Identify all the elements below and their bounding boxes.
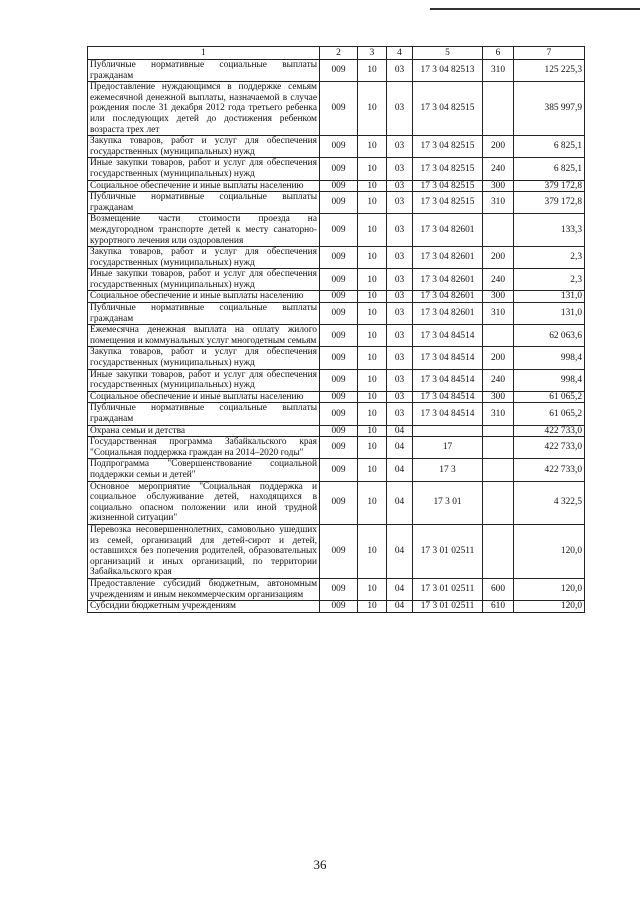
table-row <box>88 291 585 303</box>
row-admin-code-cell: 009 <box>320 158 358 180</box>
table-row <box>88 347 585 369</box>
header-col-3: 3 <box>358 47 387 60</box>
row-name-cell: Перевозка несовершеннолетних, самовольно ушедших из семей, организаций для детей-сирот и детей, оставшихся без попечения родителей, образовательных организаций и иных организаций, по территории Забайкальского края <box>88 524 320 578</box>
row-target-article-cell: 17 3 04 82601 <box>413 291 483 303</box>
row-expense-type-cell: 310 <box>483 403 514 425</box>
row-expense-type-cell: 200 <box>483 136 514 158</box>
row-subsection-cell: 03 <box>387 82 413 136</box>
row-expense-type-cell <box>483 82 514 136</box>
page-number: 36 <box>313 857 327 872</box>
row-amount-cell: 120,0 <box>514 601 585 613</box>
row-target-article-cell: 17 <box>413 437 483 459</box>
row-target-article-cell: 17 3 01 <box>413 481 483 524</box>
row-subsection-cell: 03 <box>387 158 413 180</box>
row-section-cell: 10 <box>358 524 387 578</box>
budget-table <box>87 46 585 613</box>
row-expense-type-cell: 310 <box>483 60 514 82</box>
row-admin-code-cell: 009 <box>320 391 358 403</box>
row-target-article-cell: 17 3 04 84514 <box>413 369 483 391</box>
row-admin-code-cell: 009 <box>320 403 358 425</box>
row-section-cell: 10 <box>358 180 387 192</box>
header-col-1: 1 <box>88 47 320 60</box>
table-row <box>88 481 585 524</box>
row-amount-cell: 422 733,0 <box>514 425 585 437</box>
row-section-cell: 10 <box>358 425 387 437</box>
table-row <box>88 180 585 192</box>
row-subsection-cell: 03 <box>387 180 413 192</box>
row-amount-cell: 4 322,5 <box>514 481 585 524</box>
row-amount-cell: 62 063,6 <box>514 325 585 347</box>
row-admin-code-cell: 009 <box>320 136 358 158</box>
row-amount-cell: 131,0 <box>514 291 585 303</box>
row-section-cell: 10 <box>358 403 387 425</box>
header-col-2: 2 <box>320 47 358 60</box>
row-target-article-cell: 17 3 04 82601 <box>413 303 483 325</box>
row-subsection-cell: 03 <box>387 247 413 269</box>
table-row <box>88 524 585 578</box>
row-amount-cell: 125 225,3 <box>514 60 585 82</box>
row-amount-cell: 422 733,0 <box>514 459 585 481</box>
row-target-article-cell: 17 3 04 82513 <box>413 60 483 82</box>
row-section-cell: 10 <box>358 459 387 481</box>
table-row <box>88 60 585 82</box>
table-row <box>88 578 585 600</box>
row-amount-cell: 2,3 <box>514 269 585 291</box>
row-admin-code-cell: 009 <box>320 578 358 600</box>
row-name-cell: Закупка товаров, работ и услуг для обеспечения государственных (муниципальных) нужд <box>88 136 320 158</box>
row-name-cell: Охрана семьи и детства <box>88 425 320 437</box>
row-subsection-cell: 04 <box>387 459 413 481</box>
row-expense-type-cell: 240 <box>483 158 514 180</box>
row-subsection-cell: 04 <box>387 524 413 578</box>
row-target-article-cell: 17 3 04 82515 <box>413 136 483 158</box>
row-section-cell: 10 <box>358 136 387 158</box>
row-expense-type-cell <box>483 325 514 347</box>
table-row <box>88 214 585 247</box>
row-admin-code-cell: 009 <box>320 325 358 347</box>
row-subsection-cell: 03 <box>387 269 413 291</box>
row-name-cell: Иные закупки товаров, работ и услуг для обеспечения государственных (муниципальных) нужд <box>88 369 320 391</box>
row-expense-type-cell <box>483 425 514 437</box>
row-amount-cell: 998,4 <box>514 347 585 369</box>
row-amount-cell: 120,0 <box>514 578 585 600</box>
row-target-article-cell: 17 3 04 82515 <box>413 180 483 192</box>
table-row <box>88 437 585 459</box>
row-section-cell: 10 <box>358 60 387 82</box>
row-name-cell: Субсидии бюджетным учреждениям <box>88 601 320 613</box>
table-row <box>88 82 585 136</box>
row-subsection-cell: 03 <box>387 303 413 325</box>
row-subsection-cell: 04 <box>387 601 413 613</box>
row-subsection-cell: 04 <box>387 481 413 524</box>
row-section-cell: 10 <box>358 158 387 180</box>
row-target-article-cell: 17 3 04 82515 <box>413 158 483 180</box>
row-target-article-cell: 17 3 04 82515 <box>413 192 483 214</box>
header-col-6: 6 <box>483 47 514 60</box>
row-name-cell: Социальное обеспечение и иные выплаты населению <box>88 291 320 303</box>
row-name-cell: Государственная программа Забайкальского края "Социальная поддержка граждан на 2014–2020 годы" <box>88 437 320 459</box>
row-name-cell: Социальное обеспечение и иные выплаты населению <box>88 180 320 192</box>
row-expense-type-cell: 310 <box>483 303 514 325</box>
table-row <box>88 269 585 291</box>
header-col-5: 5 <box>413 47 483 60</box>
table-row <box>88 403 585 425</box>
row-target-article-cell: 17 3 <box>413 459 483 481</box>
row-name-cell: Закупка товаров, работ и услуг для обеспечения государственных (муниципальных) нужд <box>88 247 320 269</box>
row-section-cell: 10 <box>358 347 387 369</box>
row-amount-cell: 379 172,8 <box>514 180 585 192</box>
row-section-cell: 10 <box>358 82 387 136</box>
row-expense-type-cell <box>483 459 514 481</box>
row-amount-cell: 2,3 <box>514 247 585 269</box>
row-amount-cell: 385 997,9 <box>514 82 585 136</box>
row-admin-code-cell: 009 <box>320 481 358 524</box>
header-col-7: 7 <box>514 47 585 60</box>
row-target-article-cell: 17 3 04 82515 <box>413 82 483 136</box>
row-expense-type-cell: 300 <box>483 391 514 403</box>
row-name-cell: Ежемесячна денежная выплата на оплату жилого помещения и коммунальных услуг многодетным семьям <box>88 325 320 347</box>
row-admin-code-cell: 009 <box>320 82 358 136</box>
row-subsection-cell: 03 <box>387 192 413 214</box>
row-expense-type-cell: 300 <box>483 180 514 192</box>
row-admin-code-cell: 009 <box>320 524 358 578</box>
row-subsection-cell: 03 <box>387 347 413 369</box>
row-subsection-cell: 03 <box>387 325 413 347</box>
row-section-cell: 10 <box>358 601 387 613</box>
header-col-4: 4 <box>387 47 413 60</box>
row-name-cell: Возмещение части стоимости проезда на междугородном транспорте детей к месту санаторно-курортного лечения или оздоровления <box>88 214 320 247</box>
row-target-article-cell: 17 3 01 02511 <box>413 578 483 600</box>
table-row <box>88 369 585 391</box>
table-row <box>88 192 585 214</box>
row-name-cell: Социальное обеспечение и иные выплаты населению <box>88 391 320 403</box>
row-name-cell: Иные закупки товаров, работ и услуг для обеспечения государственных (муниципальных) нужд <box>88 269 320 291</box>
row-amount-cell: 379 172,8 <box>514 192 585 214</box>
row-name-cell: Иные закупки товаров, работ и услуг для обеспечения государственных (муниципальных) нужд <box>88 158 320 180</box>
row-expense-type-cell: 600 <box>483 578 514 600</box>
row-expense-type-cell: 240 <box>483 269 514 291</box>
row-target-article-cell: 17 3 04 84514 <box>413 347 483 369</box>
row-subsection-cell: 03 <box>387 391 413 403</box>
row-subsection-cell: 03 <box>387 291 413 303</box>
table-row <box>88 601 585 613</box>
row-expense-type-cell <box>483 214 514 247</box>
row-expense-type-cell: 240 <box>483 369 514 391</box>
row-target-article-cell <box>413 425 483 437</box>
table-row <box>88 303 585 325</box>
top-border-line <box>430 8 640 10</box>
row-name-cell: Публичные нормативные социальные выплаты гражданам <box>88 60 320 82</box>
row-subsection-cell: 03 <box>387 60 413 82</box>
table-row <box>88 459 585 481</box>
row-expense-type-cell <box>483 481 514 524</box>
row-target-article-cell: 17 3 04 84514 <box>413 391 483 403</box>
row-amount-cell: 61 065,2 <box>514 391 585 403</box>
row-admin-code-cell: 009 <box>320 291 358 303</box>
row-section-cell: 10 <box>358 578 387 600</box>
row-amount-cell: 6 825,1 <box>514 136 585 158</box>
row-section-cell: 10 <box>358 269 387 291</box>
row-expense-type-cell: 200 <box>483 347 514 369</box>
row-admin-code-cell: 009 <box>320 601 358 613</box>
row-subsection-cell: 04 <box>387 437 413 459</box>
row-subsection-cell: 03 <box>387 403 413 425</box>
row-target-article-cell: 17 3 01 02511 <box>413 524 483 578</box>
row-target-article-cell: 17 3 04 84514 <box>413 403 483 425</box>
row-admin-code-cell: 009 <box>320 60 358 82</box>
row-section-cell: 10 <box>358 192 387 214</box>
row-subsection-cell: 04 <box>387 425 413 437</box>
row-section-cell: 10 <box>358 481 387 524</box>
row-subsection-cell: 03 <box>387 369 413 391</box>
table-header-row <box>88 47 585 60</box>
row-section-cell: 10 <box>358 369 387 391</box>
row-section-cell: 10 <box>358 247 387 269</box>
table-row <box>88 391 585 403</box>
row-target-article-cell: 17 3 04 84514 <box>413 325 483 347</box>
row-subsection-cell: 03 <box>387 214 413 247</box>
row-section-cell: 10 <box>358 214 387 247</box>
row-amount-cell: 120,0 <box>514 524 585 578</box>
row-target-article-cell: 17 3 01 02511 <box>413 601 483 613</box>
row-name-cell: Подпрограмма "Совершенствование социальной поддержки семьи и детей" <box>88 459 320 481</box>
table-row <box>88 247 585 269</box>
row-amount-cell: 131,0 <box>514 303 585 325</box>
row-name-cell: Предоставление нуждающимся в поддержке семьям ежемесячной денежной выплаты, назначаемой в случае рождения после 31 декабря 2012 года третьего ребенка или последующих детей до достижения ребенком возраста трех лет <box>88 82 320 136</box>
row-expense-type-cell <box>483 524 514 578</box>
row-admin-code-cell: 009 <box>320 180 358 192</box>
row-expense-type-cell <box>483 437 514 459</box>
row-section-cell: 10 <box>358 291 387 303</box>
row-admin-code-cell: 009 <box>320 459 358 481</box>
row-admin-code-cell: 009 <box>320 369 358 391</box>
row-amount-cell: 133,3 <box>514 214 585 247</box>
table-row <box>88 158 585 180</box>
row-target-article-cell: 17 3 04 82601 <box>413 214 483 247</box>
table-row <box>88 325 585 347</box>
row-subsection-cell: 03 <box>387 136 413 158</box>
row-expense-type-cell: 300 <box>483 291 514 303</box>
row-amount-cell: 6 825,1 <box>514 158 585 180</box>
row-admin-code-cell: 009 <box>320 192 358 214</box>
row-expense-type-cell: 200 <box>483 247 514 269</box>
row-section-cell: 10 <box>358 325 387 347</box>
row-section-cell: 10 <box>358 303 387 325</box>
row-expense-type-cell: 310 <box>483 192 514 214</box>
row-admin-code-cell: 009 <box>320 214 358 247</box>
row-target-article-cell: 17 3 04 82601 <box>413 247 483 269</box>
row-expense-type-cell: 610 <box>483 601 514 613</box>
row-name-cell: Публичные нормативные социальные выплаты гражданам <box>88 192 320 214</box>
row-admin-code-cell: 009 <box>320 347 358 369</box>
row-name-cell: Публичные нормативные социальные выплаты гражданам <box>88 403 320 425</box>
row-amount-cell: 61 065,2 <box>514 403 585 425</box>
row-admin-code-cell: 009 <box>320 425 358 437</box>
row-section-cell: 10 <box>358 437 387 459</box>
row-name-cell: Закупка товаров, работ и услуг для обеспечения государственных (муниципальных) нужд <box>88 347 320 369</box>
row-target-article-cell: 17 3 04 82601 <box>413 269 483 291</box>
row-name-cell: Публичные нормативные социальные выплаты гражданам <box>88 303 320 325</box>
table-row <box>88 136 585 158</box>
table-row <box>88 425 585 437</box>
row-amount-cell: 422 733,0 <box>514 437 585 459</box>
row-section-cell: 10 <box>358 391 387 403</box>
row-admin-code-cell: 009 <box>320 303 358 325</box>
row-amount-cell: 998,4 <box>514 369 585 391</box>
row-subsection-cell: 04 <box>387 578 413 600</box>
row-name-cell: Основное мероприятие "Социальная поддержка и социальное обслуживание детей, находящихся в социально опасном положении или иной трудной жизненной ситуации" <box>88 481 320 524</box>
row-name-cell: Предоставление субсидий бюджетным, автономным учреждениям и иным некоммерческим организациям <box>88 578 320 600</box>
row-admin-code-cell: 009 <box>320 247 358 269</box>
row-admin-code-cell: 009 <box>320 269 358 291</box>
row-admin-code-cell: 009 <box>320 437 358 459</box>
